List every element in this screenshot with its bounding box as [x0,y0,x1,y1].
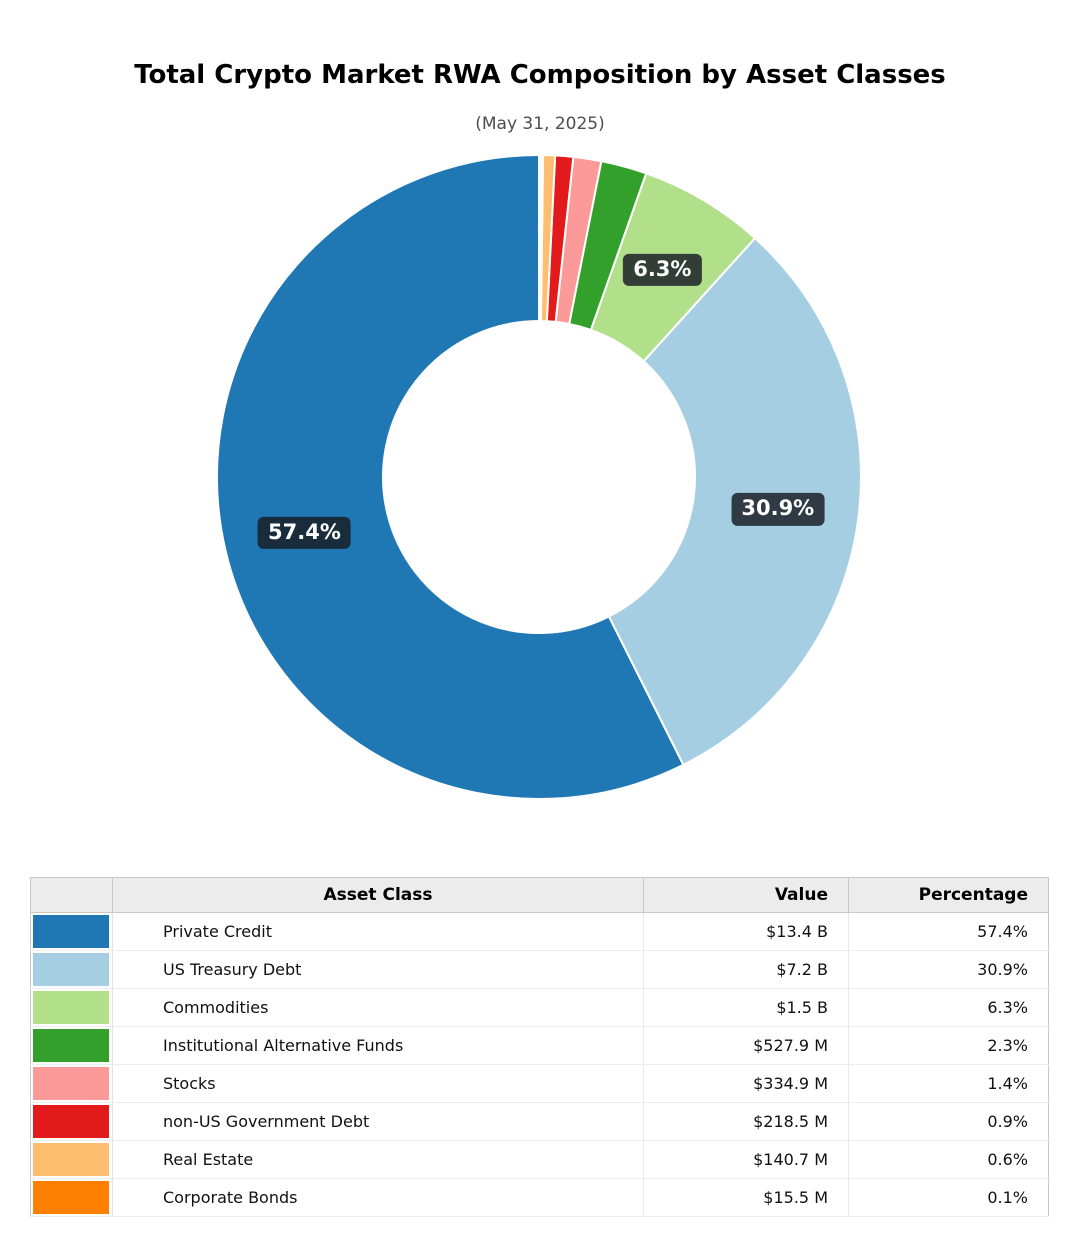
asset-class-table [30,877,1049,1217]
asset-color-swatch [31,989,113,1027]
asset-color-swatch [31,1103,113,1141]
asset-color-swatch [31,1141,113,1179]
donut-svg [209,147,869,807]
table-row [31,1141,1049,1179]
asset-percentage-cell: 6.3% [849,989,1049,1027]
table-row [31,1065,1049,1103]
col-header-asset-class: Asset Class [113,878,644,913]
table-row [31,1103,1049,1141]
asset-percentage-cell: 0.1% [849,1179,1049,1217]
asset-name-cell: Corporate Bonds [113,1179,644,1217]
swatch-color [33,1143,109,1176]
table-row [31,951,1049,989]
asset-color-swatch [31,913,113,951]
asset-value-cell: $334.9 M [644,1065,849,1103]
table-row [31,1179,1049,1217]
asset-color-swatch [31,1065,113,1103]
swatch-color [33,1029,109,1062]
asset-value-cell: $7.2 B [644,951,849,989]
swatch-color [33,1067,109,1100]
asset-percentage-cell: 1.4% [849,1065,1049,1103]
page-title: Total Crypto Market RWA Composition by Asset Classes [134,60,946,90]
asset-name-cell: non-US Government Debt [113,1103,644,1141]
donut-chart [209,147,869,807]
asset-name-cell: Private Credit [113,913,644,951]
asset-percentage-cell: 0.6% [849,1141,1049,1179]
asset-name-cell: Commodities [113,989,644,1027]
asset-value-cell: $527.9 M [644,1027,849,1065]
asset-name-cell: Institutional Alternative Funds [113,1027,644,1065]
asset-percentage-cell: 30.9% [849,951,1049,989]
asset-color-swatch [31,1179,113,1217]
asset-color-swatch [31,951,113,989]
swatch-color [33,991,109,1024]
table-row [31,913,1049,951]
asset-value-cell: $13.4 B [644,913,849,951]
asset-percentage-cell: 57.4% [849,913,1049,951]
col-header-value: Value [644,878,849,913]
asset-value-cell: $15.5 M [644,1179,849,1217]
table-row [31,989,1049,1027]
asset-value-cell: $1.5 B [644,989,849,1027]
col-header-percentage: Percentage [849,878,1049,913]
table-row [31,1027,1049,1065]
asset-percentage-cell: 2.3% [849,1027,1049,1065]
asset-percentage-cell: 0.9% [849,1103,1049,1141]
col-header-swatch [31,878,113,913]
asset-value-cell: $140.7 M [644,1141,849,1179]
asset-color-swatch [31,1027,113,1065]
swatch-color [33,1105,109,1138]
pct-label-private-credit: 57.4% [258,516,351,548]
asset-name-cell: Real Estate [113,1141,644,1179]
chart-subtitle: (May 31, 2025) [475,114,605,134]
asset-name-cell: US Treasury Debt [113,951,644,989]
swatch-color [33,1181,109,1214]
asset-value-cell: $218.5 M [644,1103,849,1141]
swatch-color [33,953,109,986]
swatch-color [33,915,109,948]
table-header-row [31,878,1049,913]
pct-label-commodities: 6.3% [623,254,701,286]
pct-label-us-treasury-debt: 30.9% [731,493,824,525]
asset-name-cell: Stocks [113,1065,644,1103]
